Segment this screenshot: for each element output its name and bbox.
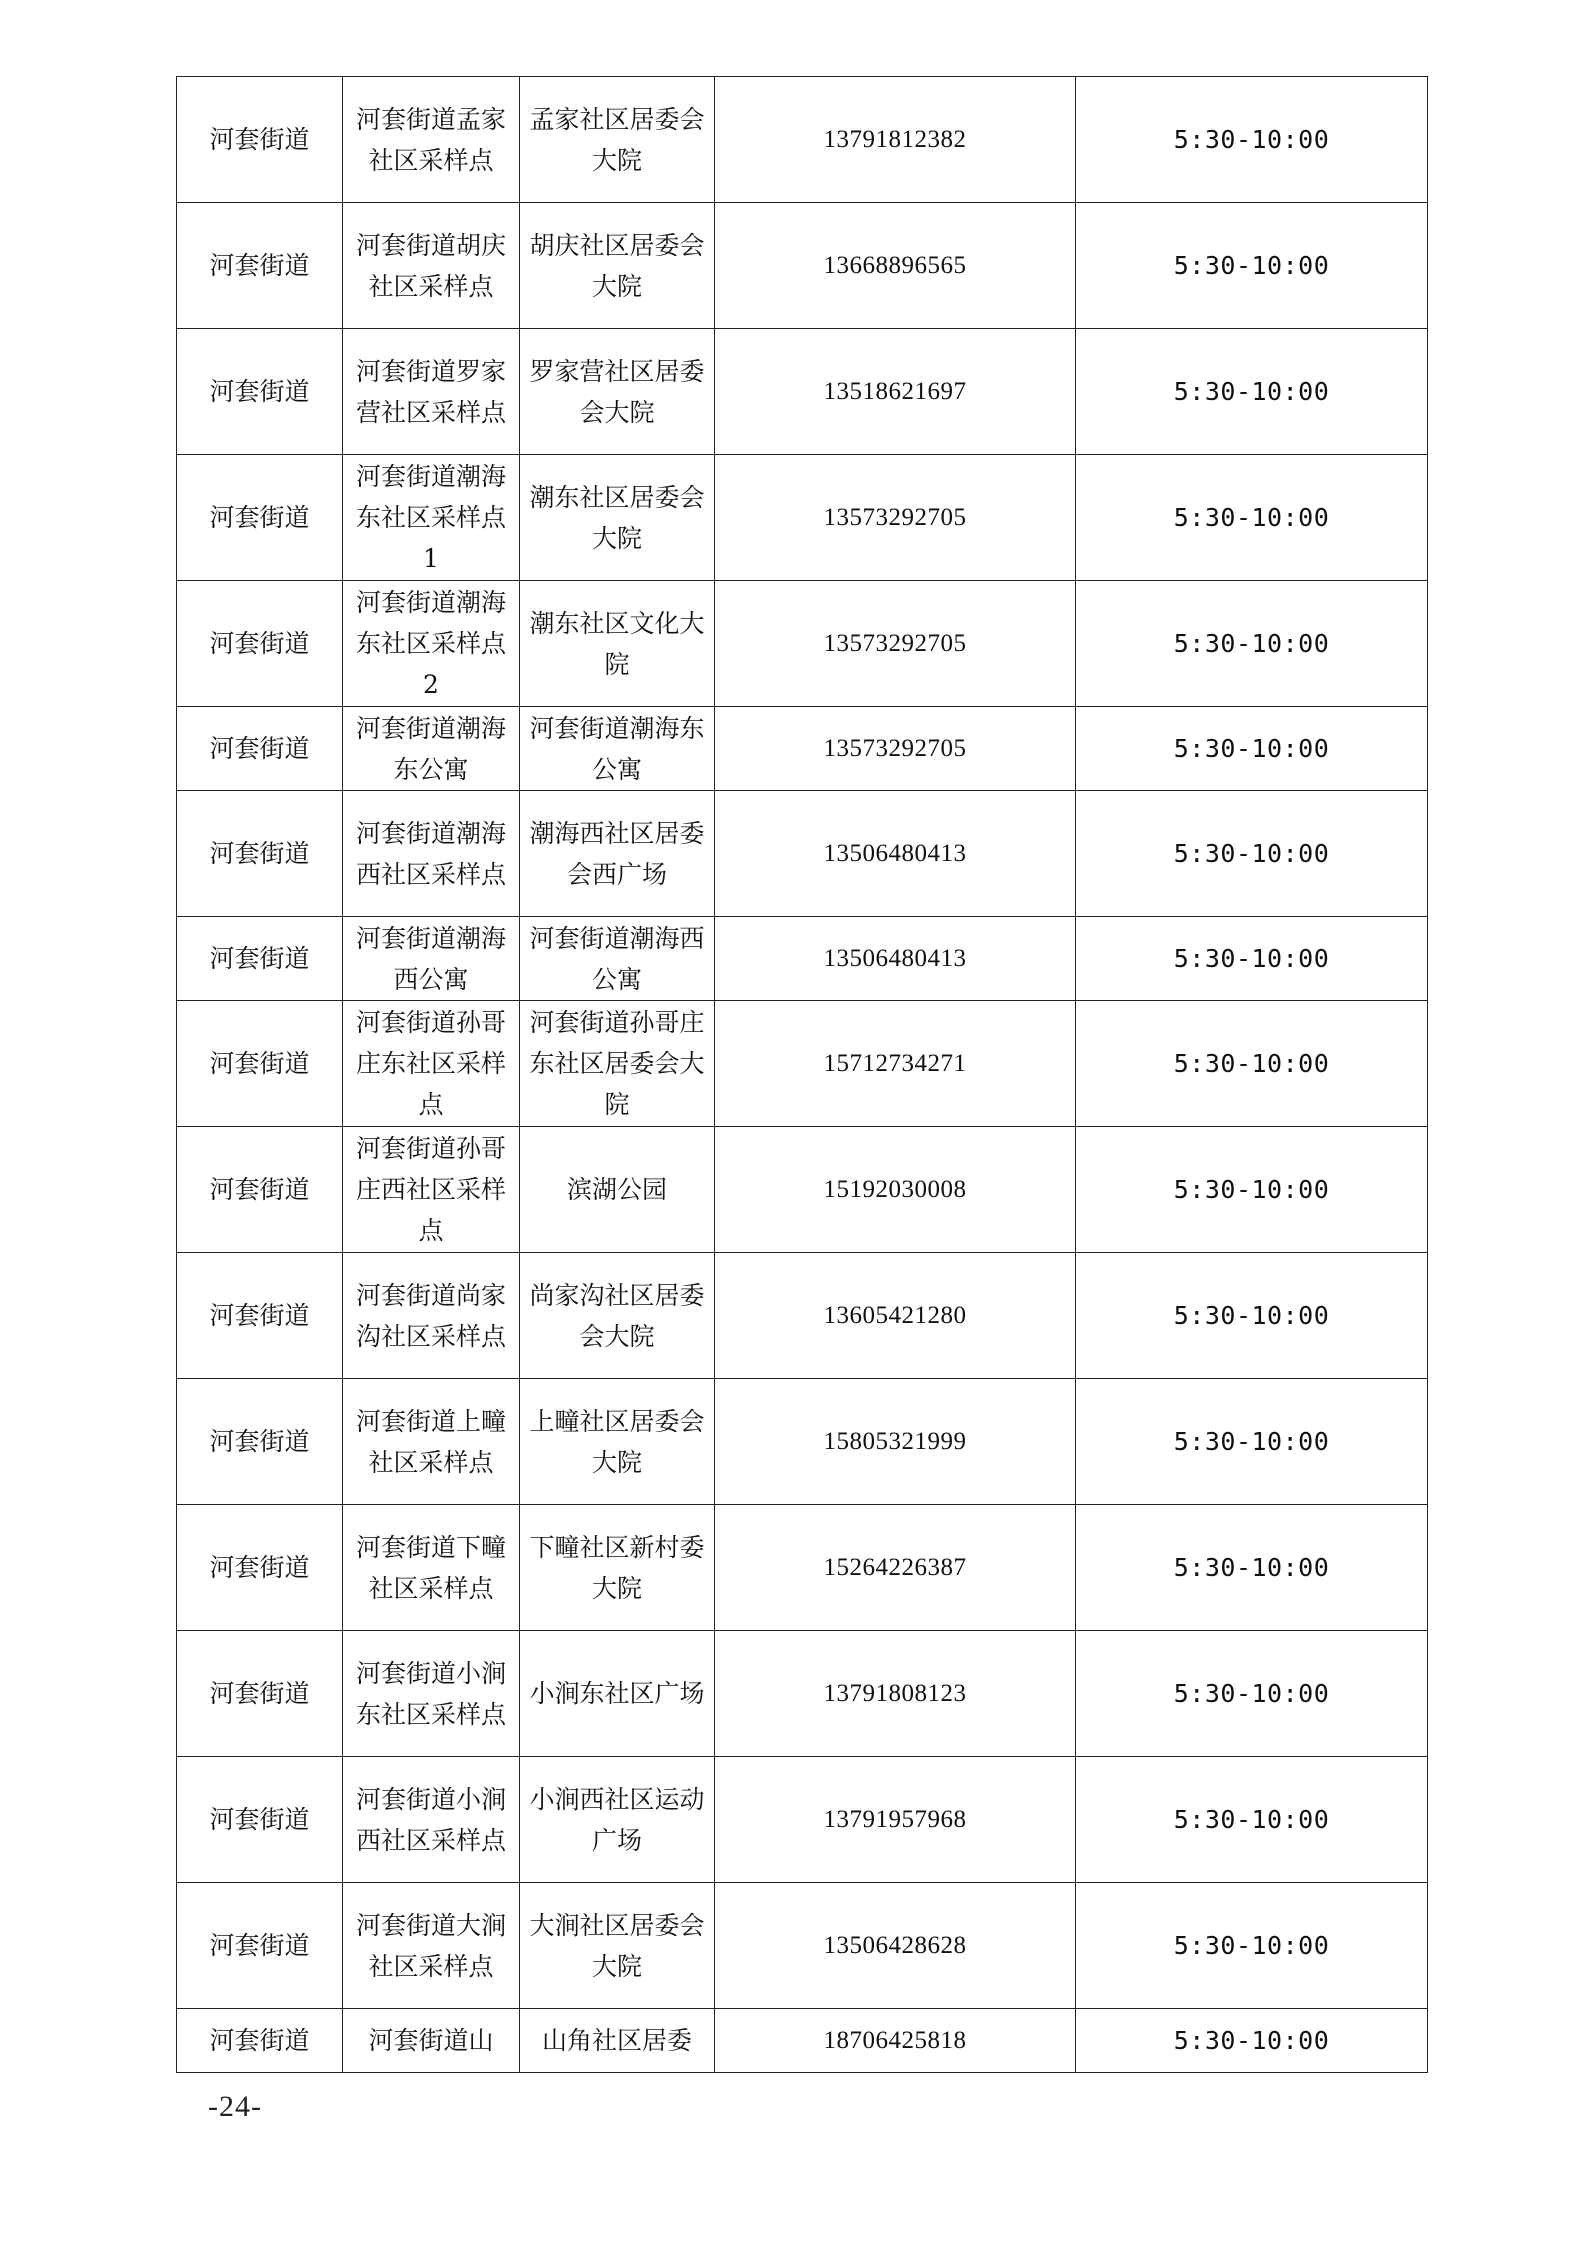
street-cell: 河套街道 [177,1883,343,2009]
table-row [177,1631,1428,1757]
hours-cell: 5:30-10:00 [1076,1631,1428,1757]
site-name-cell: 河套街道大涧社区采样点 [343,1883,520,2009]
table-row [177,917,1428,1001]
hours-cell: 5:30-10:00 [1076,917,1428,1001]
phone-cell: 13791812382 [715,77,1076,203]
street-cell: 河套街道 [177,1253,343,1379]
phone-cell: 15264226387 [715,1505,1076,1631]
street-cell: 河套街道 [177,707,343,791]
table-row [177,581,1428,707]
phone-cell: 13668896565 [715,203,1076,329]
address-cell: 下疃社区新村委大院 [520,1505,715,1631]
hours-cell: 5:30-10:00 [1076,1505,1428,1631]
site-name-cell: 河套街道孟家社区采样点 [343,77,520,203]
street-cell: 河套街道 [177,1379,343,1505]
phone-cell: 13573292705 [715,455,1076,581]
phone-cell: 13506480413 [715,791,1076,917]
phone-cell: 13506428628 [715,1883,1076,2009]
street-cell: 河套街道 [177,917,343,1001]
street-cell: 河套街道 [177,455,343,581]
street-cell: 河套街道 [177,1127,343,1253]
address-cell: 小涧东社区广场 [520,1631,715,1757]
table-row [177,2009,1428,2073]
address-cell: 孟家社区居委会大院 [520,77,715,203]
table-row [177,1505,1428,1631]
site-name-cell: 河套街道孙哥庄西社区采样点 [343,1127,520,1253]
phone-cell: 13605421280 [715,1253,1076,1379]
hours-cell: 5:30-10:00 [1076,1883,1428,2009]
table-row [177,1379,1428,1505]
hours-cell: 5:30-10:00 [1076,1757,1428,1883]
address-cell: 潮东社区文化大院 [520,581,715,707]
page-number: -24- [208,2090,262,2123]
site-name-cell: 河套街道孙哥庄东社区采样点 [343,1001,520,1127]
address-cell: 罗家营社区居委会大院 [520,329,715,455]
table-row [177,791,1428,917]
phone-cell: 18706425818 [715,2009,1076,2073]
street-cell: 河套街道 [177,2009,343,2073]
hours-cell: 5:30-10:00 [1076,1253,1428,1379]
street-cell: 河套街道 [177,1001,343,1127]
hours-cell: 5:30-10:00 [1076,1127,1428,1253]
address-cell: 潮海西社区居委会西广场 [520,791,715,917]
phone-cell: 13791957968 [715,1757,1076,1883]
site-name-cell: 河套街道下疃社区采样点 [343,1505,520,1631]
address-cell: 山角社区居委 [520,2009,715,2073]
site-name-cell: 河套街道潮海东社区采样点 2 [343,581,520,707]
street-cell: 河套街道 [177,1631,343,1757]
table-row [177,1001,1428,1127]
address-cell: 河套街道孙哥庄东社区居委会大院 [520,1001,715,1127]
site-name-cell: 河套街道罗家营社区采样点 [343,329,520,455]
hours-cell: 5:30-10:00 [1076,1379,1428,1505]
street-cell: 河套街道 [177,1505,343,1631]
address-cell: 滨湖公园 [520,1127,715,1253]
hours-cell: 5:30-10:00 [1076,581,1428,707]
phone-cell: 13791808123 [715,1631,1076,1757]
address-cell: 上疃社区居委会大院 [520,1379,715,1505]
site-name-cell: 河套街道尚家沟社区采样点 [343,1253,520,1379]
address-cell: 小涧西社区运动广场 [520,1757,715,1883]
sampling-sites-table [176,76,1428,2073]
street-cell: 河套街道 [177,329,343,455]
street-cell: 河套街道 [177,203,343,329]
table-row [177,1757,1428,1883]
street-cell: 河套街道 [177,1757,343,1883]
hours-cell: 5:30-10:00 [1076,1001,1428,1127]
phone-cell: 13506480413 [715,917,1076,1001]
hours-cell: 5:30-10:00 [1076,791,1428,917]
table-row [177,203,1428,329]
site-name-cell: 河套街道小涧东社区采样点 [343,1631,520,1757]
street-cell: 河套街道 [177,791,343,917]
address-cell: 潮东社区居委会大院 [520,455,715,581]
hours-cell: 5:30-10:00 [1076,329,1428,455]
site-name-cell: 河套街道小涧西社区采样点 [343,1757,520,1883]
phone-cell: 15805321999 [715,1379,1076,1505]
hours-cell: 5:30-10:00 [1076,455,1428,581]
address-cell: 河套街道潮海西公寓 [520,917,715,1001]
hours-cell: 5:30-10:00 [1076,707,1428,791]
hours-cell: 5:30-10:00 [1076,203,1428,329]
street-cell: 河套街道 [177,77,343,203]
street-cell: 河套街道 [177,581,343,707]
site-name-cell: 河套街道胡庆社区采样点 [343,203,520,329]
table-row [177,1253,1428,1379]
site-name-cell: 河套街道上疃社区采样点 [343,1379,520,1505]
table-row [177,1127,1428,1253]
site-name-cell: 河套街道潮海西社区采样点 [343,791,520,917]
site-name-cell: 河套街道潮海东公寓 [343,707,520,791]
phone-cell: 13573292705 [715,581,1076,707]
phone-cell: 15192030008 [715,1127,1076,1253]
phone-cell: 13573292705 [715,707,1076,791]
table-row [177,77,1428,203]
address-cell: 河套街道潮海东公寓 [520,707,715,791]
phone-cell: 15712734271 [715,1001,1076,1127]
site-name-cell: 河套街道山 [343,2009,520,2073]
table-row [177,455,1428,581]
phone-cell: 13518621697 [715,329,1076,455]
address-cell: 大涧社区居委会大院 [520,1883,715,2009]
site-name-cell: 河套街道潮海东社区采样点 1 [343,455,520,581]
table-row [177,707,1428,791]
table-row [177,1883,1428,2009]
site-name-cell: 河套街道潮海西公寓 [343,917,520,1001]
address-cell: 胡庆社区居委会大院 [520,203,715,329]
hours-cell: 5:30-10:00 [1076,77,1428,203]
hours-cell: 5:30-10:00 [1076,2009,1428,2073]
table-row [177,329,1428,455]
address-cell: 尚家沟社区居委会大院 [520,1253,715,1379]
